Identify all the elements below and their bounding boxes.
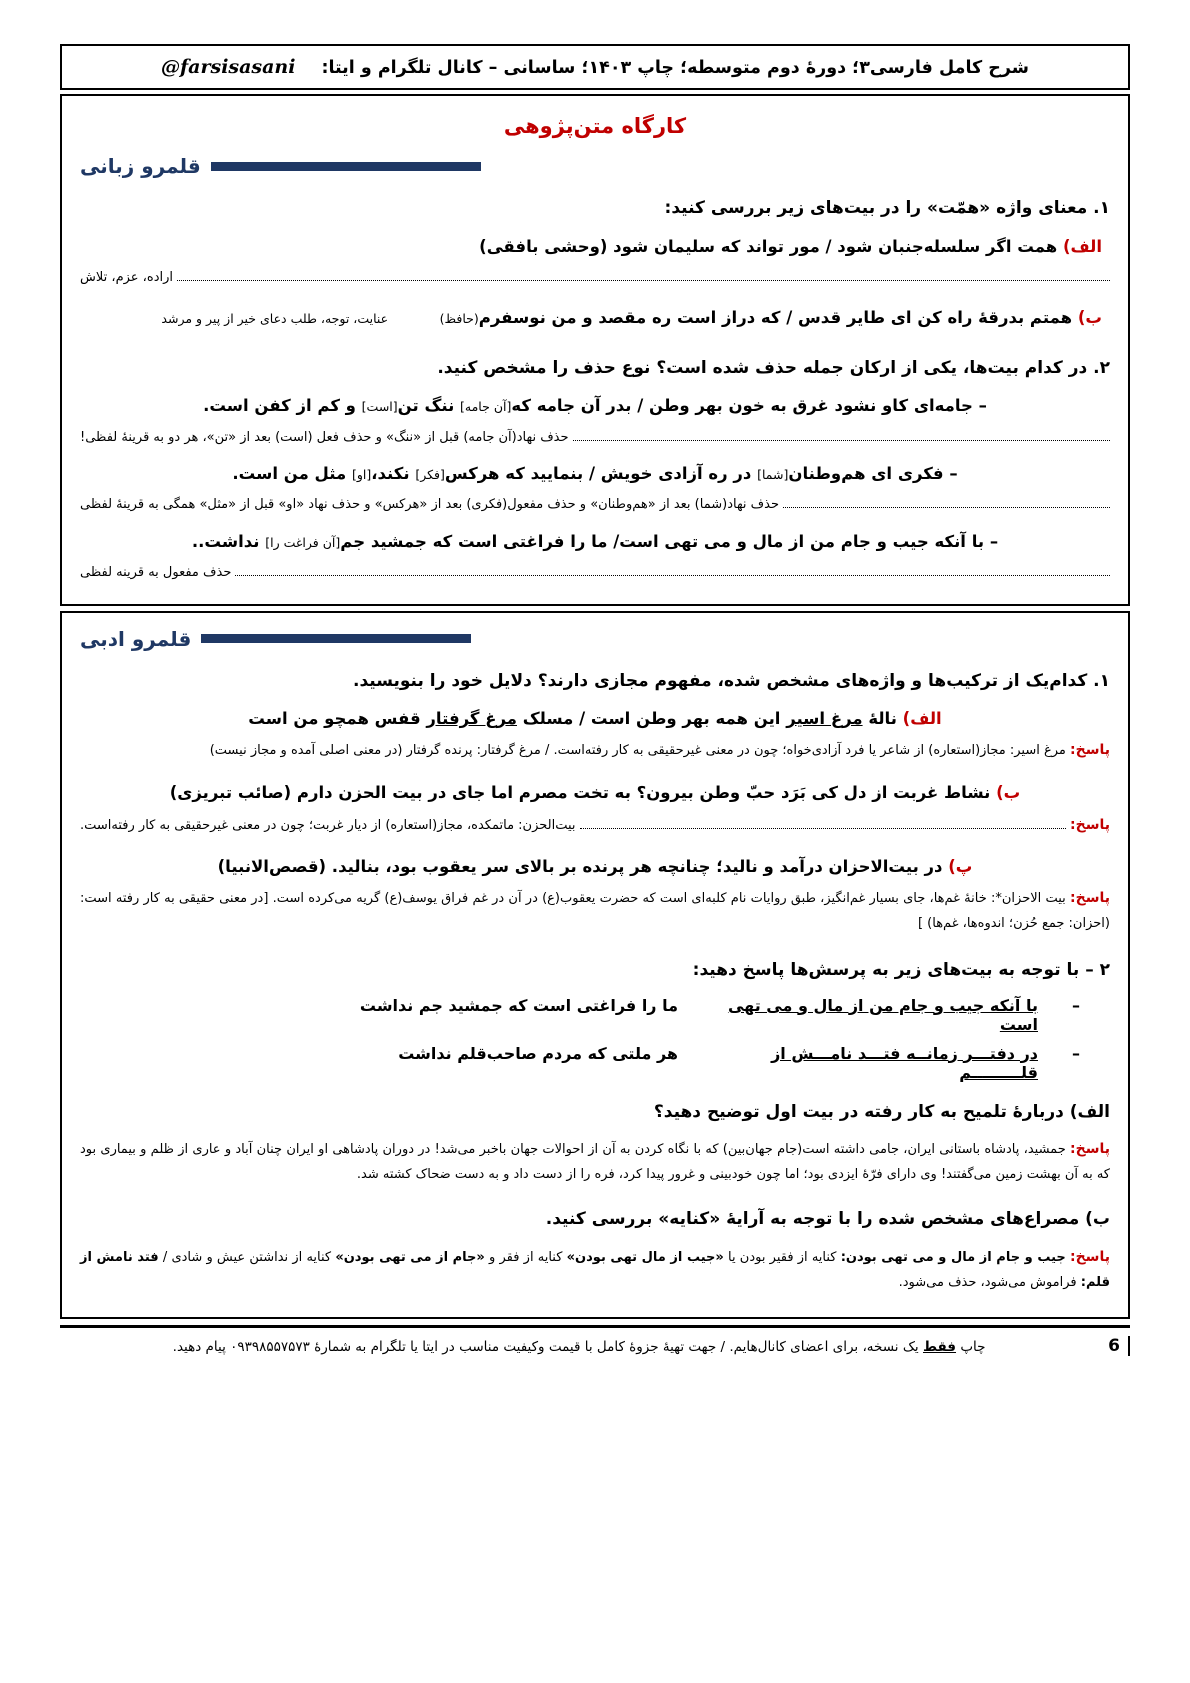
couplet-hemistich-2: ما را فراغتی است که جمشید جم نداشت	[359, 995, 678, 1015]
answer-2a-literary	[80, 1137, 1110, 1187]
verse-text-alef: همت اگر سلسله‌جنبان شود / مور تواند که سلیمان شود	[613, 236, 1058, 256]
answer-label: پاسخ:	[1070, 742, 1110, 759]
answer-row-alef	[80, 266, 1110, 289]
verse-item-alef	[80, 234, 1110, 260]
answer-text: مرغ اسیر: مجاز(استعاره) از شاعر یا فرد آزادی‌خواه؛ چون در معنی غیرحقیقی به کار رفته‌است. / مرغ گرفتار: پرنده گرفتار (در معنی اصلی آمده و مجاز نیست)	[209, 743, 1066, 759]
question-2-literary: ۲ – با توجه به بیت‌های زیر به پرسش‌ها پاسخ دهید:	[692, 960, 1110, 981]
dotted-fill	[573, 430, 1110, 441]
answer-text-alef: اراده، عزم، تلاش	[80, 269, 173, 285]
answer-row-q2-3	[80, 561, 1110, 584]
couplet-row-2	[80, 1044, 1110, 1082]
verse-item-be	[80, 305, 1110, 331]
verse-bracket: [آن جامه]	[460, 399, 512, 415]
verse-part-b: در ره آزادی خویش / بنمایید که هرکس	[444, 463, 752, 483]
question-1-linguistic: ۱. معنای واژه «همّت» را در بیت‌های زیر بررسی کنید:	[664, 198, 1110, 218]
verse-part-c: نداشت..	[191, 531, 260, 551]
dotted-fill	[235, 565, 1110, 576]
verse-text-pe: در بیت‌الاحزان درآمد و نالید؛ چنانچه هر پرنده بر بالای سر یعقوب بود، بنالید. (قصص‌الانبیا)	[217, 856, 943, 876]
section-label-linguistic: قلمرو زبانی	[80, 154, 201, 178]
verse-part-mid: این همه بهر وطن است / مسلک	[522, 709, 781, 729]
footer-text-emphasis: فقط	[923, 1338, 957, 1355]
page-title: کارگاه متن‌پژوهی	[503, 114, 687, 138]
item-label-alef: الف)	[902, 709, 942, 729]
header-social-handle: @farsisasani	[161, 56, 296, 78]
answer-text-end: فراموش می‌شود، حذف می‌شود.	[898, 1274, 1077, 1290]
verse-text-be: همتم بدرقهٔ راه کن ای طایر قدس / که دراز است ره مقصد و من نوسفرم	[478, 308, 1073, 328]
couplet-hemistich-2: هر ملتی که مردم صاحب‌قلم نداشت	[398, 1043, 678, 1063]
verse-lit-be	[80, 780, 1110, 806]
answer-label: پاسخ:	[1069, 1248, 1110, 1265]
verse-lit-pe	[80, 854, 1110, 880]
dotted-fill	[783, 497, 1110, 508]
answer-label: پاسخ:	[1070, 1141, 1110, 1158]
question-2b-literary: ب) مصراع‌های مشخص شده را با توجه به آرایهٔ «کنایه» بررسی کنید.	[545, 1209, 1110, 1230]
answer-bold-2: «جام از می تهی بودن»	[335, 1249, 485, 1265]
dotted-fill	[177, 270, 1110, 281]
answer-text-mid: کنایه از فقیر بودن یا	[728, 1249, 837, 1265]
item-label-be: ب)	[1077, 308, 1102, 328]
answer-text-q2-2: حذف نهاد(شما) بعد از «هم‌وطنان» و حذف مفعول(فکری) بعد از «هرکس» و حذف نهاد «او» قبل از «مثل» همگی به قرینهٔ لفظی	[80, 497, 780, 513]
verse-attrib-alef: (وحشی بافقی)	[479, 236, 608, 256]
verse-bracket: [آن فراغت را]	[265, 534, 341, 550]
verse-text-be: نشاط غربت از دل کی بَرَد حبّ وطن بیرون؟ به تخت مصرم اما جای در بیت الحزن دارم (صائب تبریزی)	[169, 783, 991, 803]
question-1-literary: ۱. کدام‌یک از ترکیب‌ها و واژه‌های مشخص شده، مفهوم مجازی دارند؟ دلایل خود را بنویسید.	[353, 670, 1110, 691]
verse-bracket: [فکر]	[415, 466, 445, 482]
header-title: شرح کامل فارسی۳؛ دورهٔ دوم متوسطه؛ چاپ ۱۴۰۳؛ ساسانی – کانال تلگرام و ایتا:	[321, 58, 1029, 78]
verse-q2-item-1	[80, 393, 1110, 419]
couplet-row-1	[80, 996, 1110, 1034]
answer-text: بیت الاحزان*: خانهٔ غم‌ها، جای بسیار غم‌انگیز، طبق روایات نام کلبه‌ای است که حضرت یعقوب(ع) در آن در غم فراق یوسف(ع) گریه می‌کرده است. [در معنی حقیقی به کار رفته است: (احزان: جمع حُزن؛ اندوه‌ها، غم‌ها) ]	[80, 891, 1110, 932]
answer-row-lit-be	[80, 813, 1110, 838]
page-number: 6	[1108, 1336, 1130, 1356]
page-footer	[60, 1325, 1130, 1356]
item-label-alef: الف)	[1062, 236, 1102, 256]
couplet-dash: –	[1072, 995, 1080, 1015]
answer-text-mid3: کنایه از نداشتن عیش و شادی /	[162, 1249, 332, 1265]
literary-domain-block	[60, 611, 1130, 1319]
verse-part-b: ننگ تن	[397, 396, 455, 416]
answer-text-q2-3: حذف مفعول به قرینه لفظی	[80, 565, 232, 581]
verse-part-a: – جامه‌ای کاو نشود غرق به خون بهر وطن / بدر آن جامه که	[511, 396, 987, 416]
verse-bracket: [است]	[361, 399, 398, 415]
answer-text-mid2: کنایه از فقر و	[489, 1249, 563, 1265]
section-rule	[211, 162, 481, 171]
verse-part-pre: نالهٔ	[868, 709, 897, 729]
answer-bold-1: «جیب از مال تهی بودن»	[566, 1249, 724, 1265]
question-2a-literary: الف) دربارهٔ تلمیح به کار رفته در بیت اول توضیح دهید؟	[653, 1101, 1110, 1122]
verse-part-c: و کم از کفن است.	[203, 396, 356, 416]
answer-bold-3: فتد نامش از قلم:	[80, 1249, 1110, 1290]
verse-q2-item-3	[80, 529, 1110, 555]
verse-bracket: [او]	[351, 466, 372, 482]
couplet-dash: –	[1072, 1043, 1080, 1063]
verse-part-d: مثل من است.	[232, 463, 347, 483]
verse-lit-alef	[80, 706, 1110, 732]
answer-lit-alef	[80, 738, 1110, 764]
answer-row-q2-1	[80, 426, 1110, 449]
verse-underlined-2: مرغ گرفتار	[426, 709, 517, 729]
verse-q2-item-2	[80, 461, 1110, 487]
verse-part-a: – با آنکه جیب و جام من از مال و می تهی است/ ما را فراغتی است که جمشید جم	[340, 531, 999, 551]
answer-text: بیت‌الحزن: ماتمکده، مجاز(استعاره) از دیار غربت؛ چون در معنی غیرحقیقی به کار رفته‌است.	[80, 817, 576, 833]
verse-bracket: [شما]	[757, 466, 789, 482]
answer-text: جمشید، پادشاه باستانی ایران، جامی داشته است(جام جهان‌بین) که با نگاه کردن به آن از احوالات جهان باخبر می‌شد! در دوران پادشاهی او ایران چنان آباد و عاری از ظلم و بیماری بود که به آن بهشت زمین می‌گفتند! وی دارای فرّهٔ ایزدی بود؛ اما چون خودبینی و غرور پیدا کرد، فره را از دست داد و به دست ضحاک کشته شد.	[80, 1142, 1110, 1183]
answer-lit-pe	[80, 886, 1110, 936]
verse-underlined-1: مرغ اسیر	[786, 709, 863, 729]
verse-part-c: نکند،	[371, 463, 410, 483]
item-label-be: ب)	[996, 783, 1021, 803]
item-label-pe: پ)	[948, 856, 973, 876]
answer-2b-literary	[80, 1245, 1110, 1295]
footer-text-pre: چاپ	[960, 1338, 986, 1355]
page-header	[60, 44, 1130, 90]
question-2-linguistic: ۲. در کدام بیت‌ها، یکی از ارکان جمله حذف شده است؟ نوع حذف را مشخص کنید.	[437, 357, 1110, 378]
section-rule	[201, 634, 471, 643]
answer-label: پاسخ:	[1070, 816, 1110, 833]
verse-part-a: – فکری ای هم‌وطنان	[788, 463, 958, 483]
verse-part-post: قفس همچو من است	[248, 709, 421, 729]
answer-row-q2-2	[80, 493, 1110, 516]
section-heading-literary	[80, 627, 1110, 651]
footer-text-post: یک نسخه، برای اعضای کانال‌هایم. / جهت تهیهٔ جزوهٔ کامل با قیمت وکیفیت مناسب در ایتا یا تلگرام به شمارهٔ ۰۹۳۹۸۵۵۷۵۷۳ پیام دهید.	[172, 1338, 919, 1355]
footer-text	[60, 1339, 1098, 1355]
couplet-hemistich-1: در دفتـــر زمانــه فتـــد نامـــش از قلـــــــــم	[771, 1043, 1038, 1082]
verse-attrib-be: (حافظ)	[439, 311, 479, 327]
answer-bold-pre: جیب و جام از مال و می تهی بودن:	[840, 1249, 1066, 1265]
section-label-literary: قلمرو ادبی	[80, 626, 192, 651]
section-heading-linguistic	[80, 154, 1110, 178]
answer-text-be: عنایت، توجه، طلب دعای خیر از پیر و مرشد	[161, 311, 389, 327]
dotted-fill	[580, 818, 1066, 829]
answer-text-q2-1: حذف نهاد(آن جامه) قبل از «ننگ» و حذف فعل (است) بعد از «تن»، هر دو به قرینهٔ لفظی!	[80, 429, 569, 445]
linguistic-domain-block	[60, 94, 1130, 606]
couplet-hemistich-1: با آنکه جیب و جام من از مال و می تهی است	[727, 995, 1038, 1034]
answer-label: پاسخ:	[1070, 890, 1110, 907]
